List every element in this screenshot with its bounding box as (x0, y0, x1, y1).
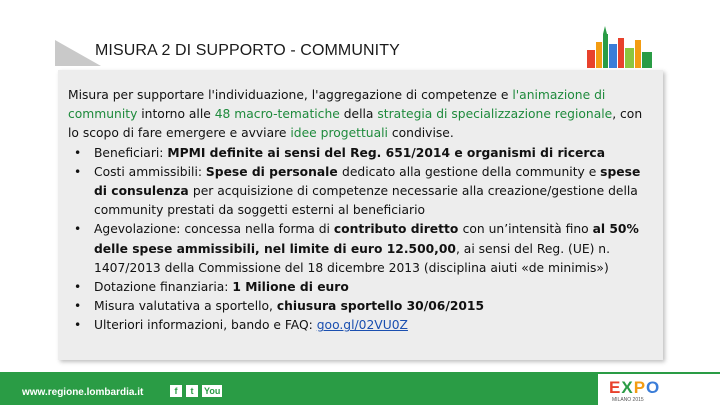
bullet-info (68, 316, 653, 335)
expo-subtitle: MILANO 2015 (612, 397, 644, 403)
intro-highlight-2: 48 macro-tematiche (214, 107, 340, 122)
bullet-costi (68, 163, 653, 221)
b1-bold-2: e organismi di ricerca (454, 145, 606, 160)
intro-highlight-3: strategia di specializzazione regionale (377, 107, 613, 122)
bullet-agevolazione (68, 220, 653, 278)
page-title: MISURA 2 DI SUPPORTO - COMMUNITY (95, 42, 400, 59)
expo-letter-p: P (633, 378, 647, 397)
b3-text-1: con un’intensità fino (462, 222, 593, 237)
b2-text-1: dedicato alla gestione della community e (342, 164, 601, 179)
b2-text-2: per acquisizione di competenze necessarie alla creazione/gestione della community prestati da soggetti esterni al beneficiario (94, 184, 638, 218)
expo-letter-x: X (621, 378, 634, 397)
b4-label: Dotazione finanziaria: (94, 280, 233, 295)
b3-bold-2: al 50% delle spese ammissibili, nel limite di euro 12.500,00 (94, 222, 639, 256)
b5-bold: chiusura sportello 30/06/2015 (276, 299, 485, 314)
content-text (68, 86, 653, 336)
b3-label: Agevolazione: concessa nella forma di (94, 222, 334, 237)
twitter-icon[interactable]: t (186, 385, 198, 397)
b1-bold-1: MPMI definite ai sensi del Reg. 651/2014 (167, 145, 455, 160)
social-icons (170, 385, 222, 397)
city-skyline-logo-icon (585, 24, 655, 68)
footer-site-link[interactable]: www.regione.lombardia.it (22, 387, 144, 398)
intro-highlight-1: l'animazione di community (68, 88, 606, 122)
b1-label: Beneficiari: (94, 145, 168, 160)
expo-letter-o: O (646, 378, 661, 397)
intro-highlight-4: idee progettuali (290, 126, 388, 141)
expo-logo-text (609, 378, 660, 398)
intro-text-2: intorno alle (137, 107, 215, 122)
b4-bold: 1 Milione di euro (232, 280, 349, 295)
info-link[interactable]: goo.gl/02VU0Z (316, 318, 408, 333)
b2-label: Costi ammissibili: (94, 164, 206, 179)
facebook-icon[interactable]: f (170, 385, 182, 397)
b5-label: Misura valutativa a sportello, (94, 299, 277, 314)
intro-text-1: Misura per supportare l'individuazione, l'aggregazione di competenze e (68, 88, 513, 102)
intro-text-4: , con lo scopo di fare emergere e avviare (68, 107, 643, 141)
b2-bold-1: Spese di personale (205, 164, 343, 179)
expo-letter-e: E (609, 378, 622, 397)
bullet-sportello (68, 297, 653, 316)
intro-text-5: condivise. (387, 126, 454, 141)
b3-text-2: , ai sensi del Reg. (UE) n. 1407/2013 della Commissione del 18 dicembre 2013 (disciplina aiuti «de minimis») (94, 241, 610, 275)
b2-bold-2: spese di consulenza (94, 164, 641, 199)
b6-label: Ulteriori informazioni, bando e FAQ: (94, 318, 317, 333)
bullet-beneficiari (68, 144, 653, 163)
b3-bold-1: contributo diretto (333, 222, 463, 237)
intro-text-3: della (339, 107, 378, 122)
intro-paragraph (68, 86, 653, 144)
bullet-dotazione (68, 278, 653, 297)
youtube-icon[interactable]: You (204, 386, 221, 396)
